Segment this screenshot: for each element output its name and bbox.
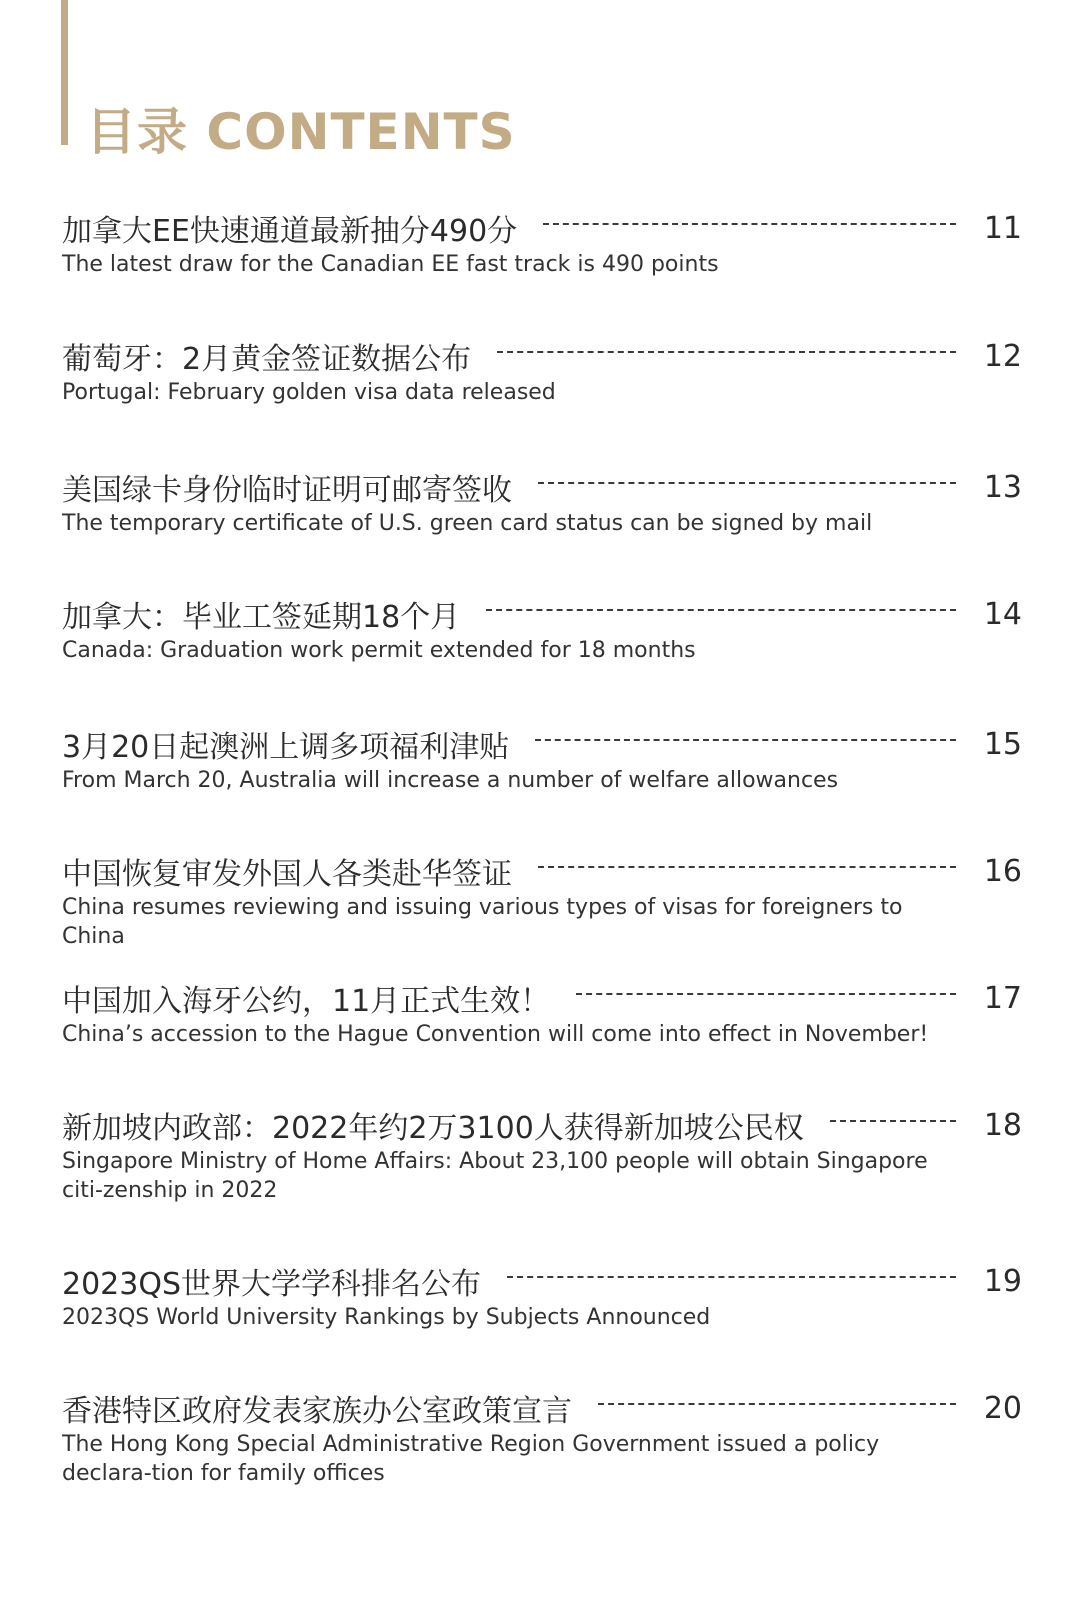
entry-title-en: China resumes reviewing and issuing various types of visas for foreigners to China — [62, 895, 903, 949]
page-number: 11 — [983, 210, 1022, 246]
page-number: 18 — [983, 1107, 1022, 1143]
dotted-leader — [576, 993, 956, 995]
entry-title-zh: 2023QS世界大学学科排名公布 — [62, 1267, 482, 1302]
entry-title-en: The Hong Kong Special Administrative Region Government issued a policy declara-tion for family offices — [62, 1432, 880, 1486]
page-number: 13 — [983, 469, 1022, 505]
page-number: 19 — [983, 1263, 1022, 1299]
entry-title-en: Canada: Graduation work permit extended for 18 months — [62, 638, 696, 663]
entry-title-en: China’s accession to the Hague Convention will come into effect in November! — [62, 1022, 929, 1047]
accent-bar — [61, 0, 68, 145]
entry-title-en: The temporary certificate of U.S. green card status can be signed by mail — [62, 511, 873, 536]
page-number: 15 — [983, 726, 1022, 762]
dotted-leader — [538, 482, 956, 484]
entry-title-en: From March 20, Australia will increase a number of welfare allowances — [62, 768, 839, 793]
toc-entry[interactable] — [62, 1103, 1022, 1205]
entry-title-zh: 中国加入海牙公约，11月正式生效！ — [62, 984, 551, 1019]
dotted-leader — [543, 223, 956, 225]
page-number: 17 — [983, 980, 1022, 1016]
entry-title-zh: 葡萄牙：2月黄金签证数据公布 — [62, 342, 472, 377]
entry-title-zh: 新加坡内政部：2022年约2万3100人获得新加坡公民权 — [62, 1111, 804, 1146]
dotted-leader — [535, 739, 956, 741]
dotted-leader — [538, 866, 956, 868]
entry-title-zh: 美国绿卡身份临时证明可邮寄签收 — [62, 473, 512, 508]
entry-title-en: The latest draw for the Canadian EE fast track is 490 points — [62, 252, 719, 277]
toc-entry[interactable] — [62, 592, 1022, 665]
entry-title-zh: 中国恢复审发外国人各类赴华签证 — [62, 857, 512, 892]
toc-entry[interactable] — [62, 206, 1022, 279]
page-number: 14 — [983, 596, 1022, 632]
toc-entry[interactable] — [62, 849, 1022, 951]
toc-entry[interactable] — [62, 465, 1022, 538]
entry-title-en: Portugal: February golden visa data released — [62, 380, 556, 405]
dotted-leader — [497, 351, 956, 353]
entry-title-zh: 3月20日起澳洲上调多项福利津贴 — [62, 730, 510, 765]
entry-title-en: Singapore Ministry of Home Affairs: About 23,100 people will obtain Singapore citi-zenship in 2022 — [62, 1149, 928, 1203]
entry-title-en: 2023QS World University Rankings by Subjects Announced — [62, 1305, 711, 1330]
dotted-leader — [486, 609, 956, 611]
page-title: 目录 CONTENTS — [86, 103, 516, 161]
toc-entry[interactable] — [62, 976, 1022, 1049]
dotted-leader — [507, 1276, 956, 1278]
toc-entry[interactable] — [62, 1386, 1022, 1488]
page-number: 20 — [983, 1390, 1022, 1426]
page-number: 16 — [983, 853, 1022, 889]
toc-entry[interactable] — [62, 1259, 1022, 1332]
toc-entry[interactable] — [62, 334, 1022, 407]
toc-entry[interactable] — [62, 722, 1022, 795]
entry-title-zh: 加拿大：毕业工签延期18个月 — [62, 600, 461, 635]
entry-title-zh: 香港特区政府发表家族办公室政策宣言 — [62, 1394, 572, 1429]
dotted-leader — [598, 1403, 956, 1405]
entry-title-zh: 加拿大EE快速通道最新抽分490分 — [62, 214, 518, 249]
page-number: 12 — [983, 338, 1022, 374]
dotted-leader — [830, 1120, 956, 1122]
